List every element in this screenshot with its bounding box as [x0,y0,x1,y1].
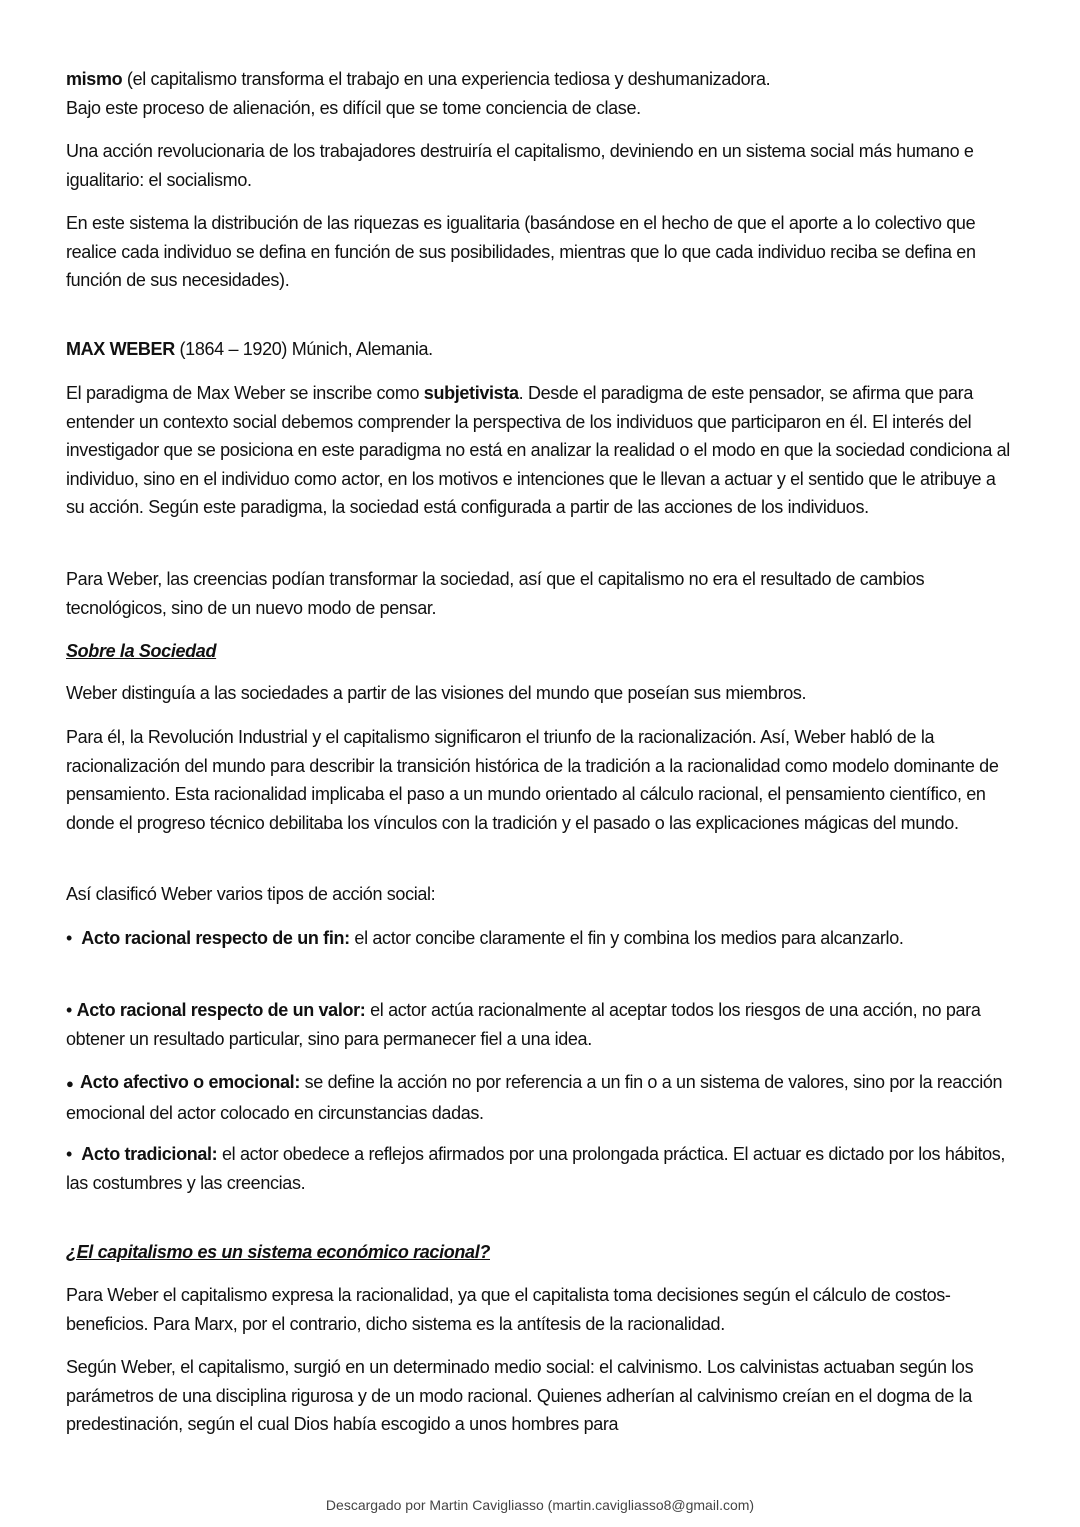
text: El paradigma de Max Weber se inscribe como [66,383,424,403]
text: Bajo este proceso de alienación, es difícil que se tome conciencia de clase. [66,97,641,118]
bullet-icon: • [66,928,82,948]
weber-heading [66,335,1016,364]
bullet-item [66,924,1016,953]
bullet-term: Acto racional respecto de un fin: [81,928,350,948]
section-heading-sociedad: Sobre la Sociedad [66,641,217,661]
bullet-item [66,996,1016,1053]
bullet-text: se define la acción no por referencia a un fin o a un sistema de valores, sino por la reacción emocional del actor colocado en circunstancias dadas. [66,1072,1003,1123]
bullet-term: Acto racional respecto de un valor: [76,1000,366,1020]
paragraph-visiones: Weber distinguía a las sociedades a partir de las visiones del mundo que poseían sus miembros. [66,683,807,703]
bullet-text: el actor concibe claramente el fin y combina los medios para alcanzarlo. [349,928,904,948]
bullet-term: Acto tradicional: [81,1144,218,1164]
paragraph-paradigma [66,379,1016,522]
paragraph-revolucion: Una acción revolucionaria de los trabajadores destruiría el capitalismo, deviniendo en un sistema social más humano e igualitario: el socialismo. [66,141,974,190]
bold-term: mismo [66,69,123,89]
paragraph-socialismo: En este sistema la distribución de las riquezas es igualitaria (basándose en el hecho de que el aporte a lo colectivo que realice cada individuo se defina en función de sus posibilidades, mientras que lo que cada individuo reciba se defina en función de sus necesidades). [66,213,976,291]
bullet-text: el actor obedece a reflejos afirmados por una prolongada práctica. El actuar es dictado por los hábitos, las costumbres y las creencias. [66,1144,1006,1193]
text: . Desde el paradigma de este pensador, se afirma que para entender un contexto social debemos comprender la perspectiva de los individuos que participaron en él. El interés del investigador que se posiciona en este paradigma no está en analizar la realidad o el modo en que la sociedad condiciona al individuo, sino en el individuo como actor, en los motivos e intenciones que le llevan a actuar y el sentido que le atribuye a su acción. Según este paradigma, la sociedad está configurada a partir de las acciones de los individuos. [66,383,1010,518]
paragraph-racionalizacion: Para él, la Revolución Industrial y el capitalismo significaron el triunfo de la racionalización. Así, Weber habló de la racionalización del mundo para describir la transición histórica de la tradición a la racionalidad como modelo dominante de pensamiento. Esta racionalidad implicaba el paso a un mundo orientado al cálculo racional, el pensamiento científico, en donde el progreso técnico debilitaba los vínculos con la tradición y el pasado o las explicaciones mágicas del mundo. [66,727,999,833]
download-footer: Descargado por Martin Cavigliasso (martin.cavigliasso8@gmail.com) [325,1497,755,1513]
bullet-icon: • [66,1000,77,1020]
paragraph-alienacion [66,65,1016,122]
weber-dates: (1864 – 1920) Múnich, Alemania. [174,339,433,359]
paragraph-costos: Para Weber el capitalismo expresa la racionalidad, ya que el capitalista toma decisiones según el cálculo de costos-beneficios. Para Marx, por el contrario, dicho sistema es la antítesis de la racionalidad. [66,1285,951,1334]
weber-name: MAX WEBER [66,339,175,359]
paragraph-calvinismo: Según Weber, el capitalismo, surgió en un determinado medio social: el calvinismo. Los calvinistas actuaban según los parámetros de una disciplina rigurosa y de un modo racional. Quienes adherían al calvinismo creían en el dogma de la predestinación, según el cual Dios había escogido a unos hombres para [66,1357,974,1435]
bullet-item [66,1140,1016,1197]
bullet-term: Acto afectivo o emocional: [80,1072,300,1092]
paragraph-creencias: Para Weber, las creencias podían transformar la sociedad, así que el capitalismo no era el resultado de cambios tecnológicos, sino de un nuevo modo de pensar. [66,569,925,618]
section-heading-capitalismo: ¿El capitalismo es un sistema económico racional? [66,1242,490,1262]
text: (el capitalismo transforma el trabajo en una experiencia tediosa y deshumanizadora. [122,69,771,89]
bullet-item [66,1068,1016,1127]
bold-term: subjetivista [423,383,519,403]
bullet-icon: • [66,1144,82,1164]
paragraph-clasificacion: Así clasificó Weber varios tipos de acción social: [66,884,436,904]
bullet-text: el actor actúa racionalmente al aceptar todos los riesgos de una acción, no para obtener un resultado particular, sino para permanecer fiel a una idea. [66,1000,981,1049]
bullet-icon: ● [66,1076,81,1091]
